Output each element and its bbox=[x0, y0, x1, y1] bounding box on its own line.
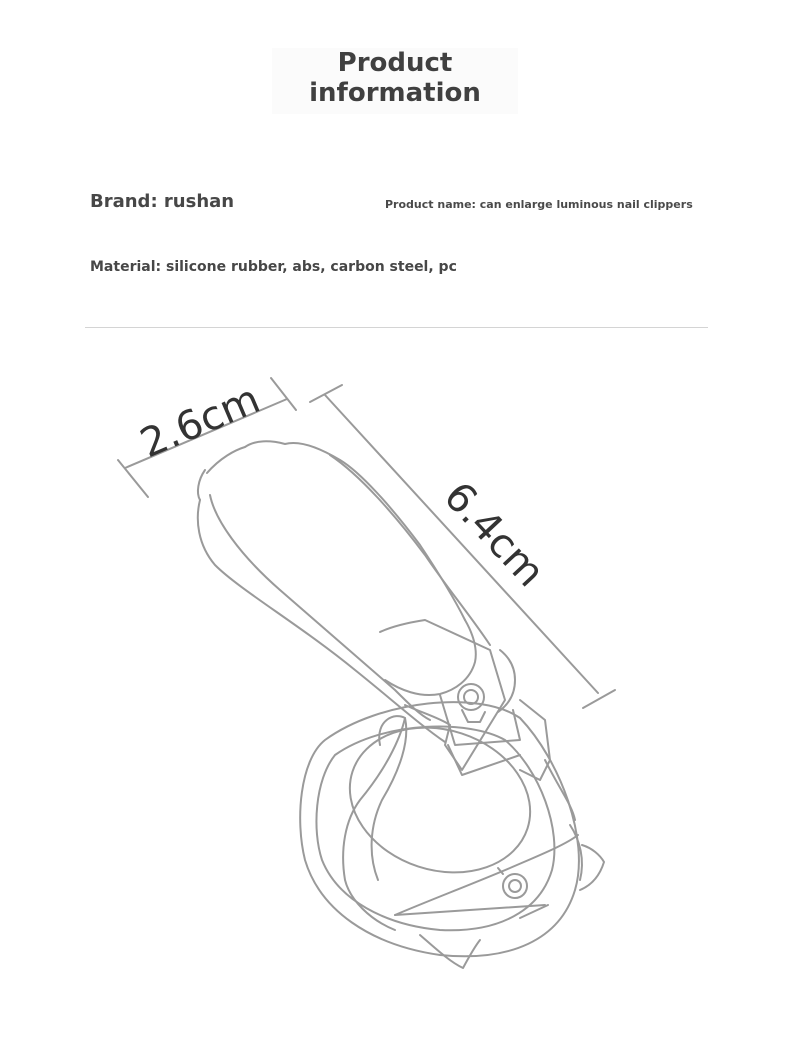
title-block bbox=[272, 48, 518, 114]
length-dimension-line bbox=[310, 385, 615, 708]
width-dimension-label: 2.6cm bbox=[133, 376, 267, 468]
material-text: Material: silicone rubber, abs, carbon steel, pc bbox=[90, 259, 457, 275]
length-dimension-label: 6.4cm bbox=[434, 473, 554, 596]
clipper-body bbox=[198, 441, 575, 930]
section-divider bbox=[85, 327, 708, 328]
title-line-2: information bbox=[309, 78, 481, 108]
nail-clipper-illustration bbox=[0, 330, 790, 1060]
product-name-text: Product name: can enlarge luminous nail clippers bbox=[385, 198, 693, 211]
title-line-1: Product bbox=[337, 48, 453, 78]
brand-text: Brand: rushan bbox=[90, 191, 235, 212]
